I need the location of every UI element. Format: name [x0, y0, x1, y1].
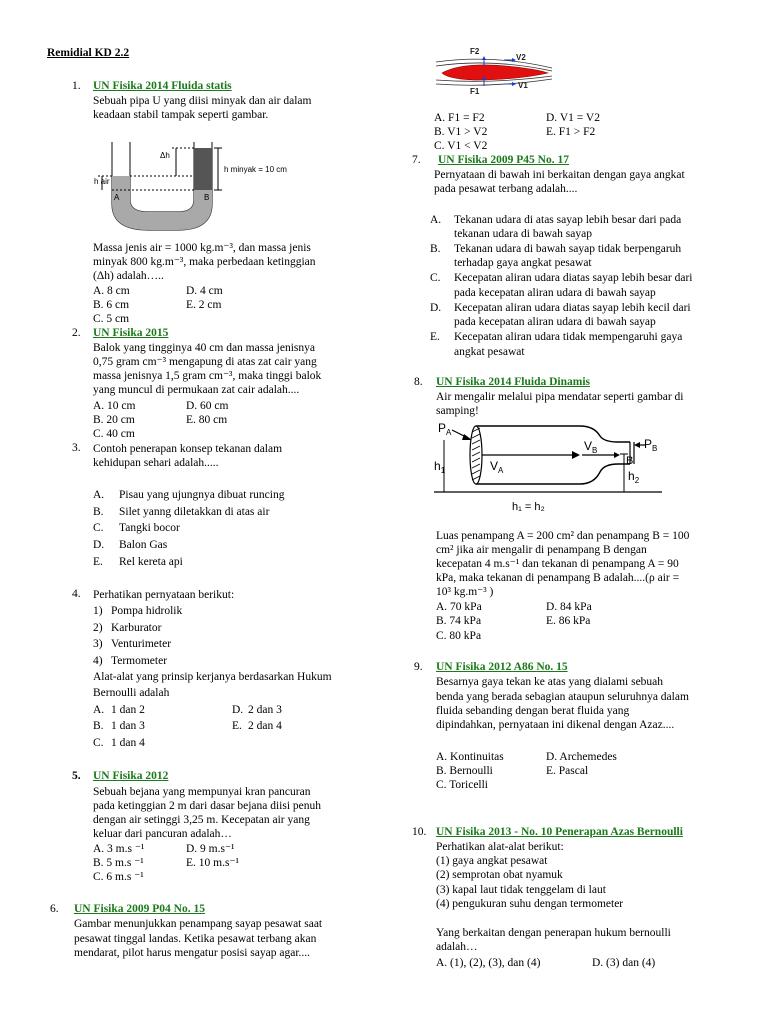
option: E. F1 > F2 — [546, 126, 596, 138]
question-text: yang muncul di permukaan zat cair adalah.... — [93, 384, 300, 396]
option: A. 8 cm — [93, 285, 130, 297]
question-text: Sebuah bejana yang mempunyai kran pancuran — [93, 786, 311, 798]
option: pada kecepatan aliran udara di bawah sayap — [454, 316, 656, 328]
option: tekanan udara di bawah sayap — [454, 228, 592, 240]
option: B. V1 > V2 — [434, 126, 488, 138]
question-text: minyak 800 kg.m⁻³, maka perbedaan ketinggian — [93, 256, 316, 268]
option: Kecepatan aliran udara diatas sayap lebih kecil dari — [454, 302, 691, 314]
option: Tekanan udara di atas sayap lebih besar dari pada — [454, 214, 682, 226]
option-letter: A. — [93, 704, 105, 716]
option: E. 2 cm — [186, 299, 222, 311]
option: D. 4 cm — [186, 285, 223, 297]
question-text: Balok yang tingginya 40 cm dan massa jenisnya — [93, 342, 315, 354]
question-text: dengan air setinggi 3,25 m. Kecepatan air yang — [93, 814, 310, 826]
question-text: keluar dari pancuran adalah… — [93, 828, 232, 840]
option: C. 6 m.s ⁻¹ — [93, 871, 144, 883]
option-letter: D. — [93, 539, 105, 551]
question-title: UN Fisika 2014 Fluida Dinamis — [436, 376, 590, 388]
question-text: 10³ kg.m⁻³ ) — [436, 586, 494, 598]
option: A. F1 = F2 — [434, 112, 485, 124]
option: D. 9 m.s⁻¹ — [186, 843, 235, 855]
question-text: Yang berkaitan dengan penerapan hukum bernoulli — [436, 927, 671, 939]
option-letter: D. — [232, 704, 244, 716]
option: terhadap gaya angkat pesawat — [454, 257, 592, 269]
option-letter: E. — [232, 720, 242, 732]
question-text: Massa jenis air = 1000 kg.m⁻³, dan massa jenis — [93, 242, 311, 254]
question-text: pada ketinggian 2 m dari dasar bejana diisi penuh — [93, 800, 322, 812]
pipe-figure — [432, 418, 672, 518]
va-label: $V_A$ — [490, 459, 504, 475]
question-text: Besarnya gaya tekan ke atas yang dialami sebuah — [436, 676, 664, 688]
item: Pompa hidrolik — [111, 605, 183, 617]
question-text: Gambar menunjukkan penampang sayap pesawat saat — [74, 918, 323, 930]
question-number: 2. — [72, 327, 81, 339]
question-text: cm² jika air mengalir di penampang B dengan — [436, 544, 647, 556]
option: 2 dan 3 — [248, 704, 282, 716]
h2-label: $h_2$ — [628, 469, 640, 485]
wing-figure — [432, 46, 560, 96]
option: 2 dan 4 — [248, 720, 282, 732]
question-text: keadaan stabil tampak seperti gambar. — [93, 109, 269, 121]
option: B. 5 m.s ⁻¹ — [93, 857, 144, 869]
option: 1 dan 4 — [111, 737, 145, 749]
option: pada kecepatan aliran udara di bawah sayap — [454, 287, 656, 299]
option: Balon Gas — [119, 539, 168, 551]
question-number: 10. — [412, 826, 427, 838]
option: B. 6 cm — [93, 299, 130, 311]
option: C. Toricelli — [436, 779, 489, 791]
question-title: UN Fisika 2014 Fluida statis — [93, 80, 232, 92]
question-title: UN Fisika 2009 P45 No. 17 — [438, 154, 569, 166]
option: angkat pesawat — [454, 346, 525, 358]
option: Tangki bocor — [119, 522, 180, 534]
option: A. (1), (2), (3), dan (4) — [436, 957, 541, 969]
item: (3) kapal laut tidak tenggelam di laut — [436, 884, 606, 896]
item-number: 4) — [93, 655, 103, 667]
point-a-label: A — [114, 193, 120, 202]
question-text: samping! — [436, 405, 479, 417]
option: Kecepatan aliran udara diatas sayap lebih besar dari — [454, 272, 693, 284]
b-label: B — [626, 455, 634, 467]
v1-label: V1 — [518, 81, 528, 90]
option: A. 3 m.s ⁻¹ — [93, 843, 145, 855]
question-text: benda yang berada sebagian ataupun seluruhnya dalam — [436, 691, 689, 703]
item-number: 2) — [93, 622, 103, 634]
question-text: Contoh penerapan konsep tekanan dalam — [93, 443, 283, 455]
item: Karburator — [111, 622, 162, 634]
question-text: Air mengalir melalui pipa mendatar seperti gambar di — [436, 391, 684, 403]
question-number: 4. — [72, 588, 81, 600]
option: C. 80 kPa — [436, 630, 482, 642]
question-number: 8. — [414, 376, 423, 388]
f2-label: F2 — [470, 47, 480, 56]
option-letter: A. — [430, 214, 442, 226]
question-number: 3. — [72, 442, 81, 454]
option: E. 86 kPa — [546, 615, 591, 627]
f1-label: F1 — [470, 87, 480, 96]
question-text: Perhatikan pernyataan berikut: — [93, 589, 235, 601]
option: Tekanan udara di bawah sayap tidak berpengaruh — [454, 243, 682, 255]
option: D. 60 cm — [186, 400, 229, 412]
option: E. Pascal — [546, 765, 589, 777]
option: D. V1 = V2 — [546, 112, 600, 124]
option: A. 70 kPa — [436, 601, 482, 613]
item: (1) gaya angkat pesawat — [436, 855, 548, 867]
vb-label: $V_B$ — [584, 439, 598, 455]
option-letter: C. — [93, 737, 104, 749]
option: E. 10 m.s⁻¹ — [186, 857, 239, 869]
question-number: 7. — [412, 154, 421, 166]
question-text: kecepatan 4 m.s⁻¹ dan tekanan di penampang A = 90 — [436, 558, 679, 570]
option-letter: B. — [93, 506, 104, 518]
question-text: Sebuah pipa U yang diisi minyak dan air dalam — [93, 95, 312, 107]
question-text: Luas penampang A = 200 cm² dan penampang B = 100 — [436, 530, 690, 542]
question-text: (Δh) adalah….. — [93, 270, 164, 282]
question-number: 1. — [72, 80, 81, 92]
question-text: kPa, maka tekanan di penampang B adalah....(ρ air = — [436, 572, 680, 584]
v2-label: V2 — [516, 53, 526, 62]
delta-h-label: Δh — [160, 151, 170, 160]
option: E. 80 cm — [186, 414, 228, 426]
h1-label: $h_1$ — [434, 459, 446, 475]
option-letter: B. — [430, 243, 441, 255]
u-tube-figure — [92, 134, 292, 234]
pb-label: $P_B$ — [644, 437, 658, 453]
question-text: Perhatikan alat-alat berikut: — [436, 841, 564, 853]
question-title: UN Fisika 2012 A86 No. 15 — [436, 661, 568, 673]
option: 1 dan 3 — [111, 720, 145, 732]
option: Silet yanng diletakkan di atas air — [119, 506, 270, 518]
option: Pisau yang ujungnya dibuat runcing — [119, 489, 285, 501]
question-text: Alat-alat yang prinsip kerjanya berdasarkan Hukum — [93, 671, 332, 683]
option: C. V1 < V2 — [434, 140, 488, 152]
option: D. (3) dan (4) — [592, 957, 656, 969]
question-title: UN Fisika 2013 - No. 10 Penerapan Azas Bernoulli — [436, 826, 683, 838]
pa-label: $P_A$ — [438, 421, 452, 437]
question-text: adalah… — [436, 941, 478, 953]
question-title: UN Fisika 2009 P04 No. 15 — [74, 903, 205, 915]
option: B. Bernoulli — [436, 765, 493, 777]
question-number: 5. — [72, 770, 81, 782]
option-letter: E. — [93, 556, 103, 568]
item: Termometer — [111, 655, 168, 667]
option-letter: C. — [430, 272, 441, 284]
question-number: 6. — [50, 903, 59, 915]
question-text: fluida sebanding dengan berat fluida yang — [436, 705, 630, 717]
h-minyak-label: h minyak = 10 cm — [224, 165, 287, 174]
option: B. 20 cm — [93, 414, 135, 426]
question-text: pesawat tinggal landas. Ketika pesawat terbang akan — [74, 933, 317, 945]
question-text: Pernyataan di bawah ini berkaitan dengan gaya angkat — [434, 169, 685, 181]
question-title: UN Fisika 2012 — [93, 770, 169, 782]
option: Rel kereta api — [119, 556, 183, 568]
page-header: Remidial KD 2.2 — [47, 47, 130, 59]
option: A. 10 cm — [93, 400, 136, 412]
option: A. Kontinuitas — [436, 751, 504, 763]
option-letter: A. — [93, 489, 105, 501]
question-text: kehidupan sehari adalah..... — [93, 457, 219, 469]
question-title: UN Fisika 2015 — [93, 327, 169, 339]
option: D. Archemedes — [546, 751, 617, 763]
point-b-label: B — [204, 193, 210, 202]
question-text: massa jenisnya 1,5 gram cm⁻³, maka tinggi balok — [93, 370, 322, 382]
item: (4) pengukuran suhu dengan termometer — [436, 898, 624, 910]
question-text: dipindahkan, pernyataan ini dikenal dengan Azaz.... — [436, 719, 675, 731]
option: B. 74 kPa — [436, 615, 482, 627]
item-number: 1) — [93, 605, 103, 617]
option-letter: B. — [93, 720, 104, 732]
h-equal-label: h₁ = h₂ — [512, 501, 545, 513]
item-number: 3) — [93, 638, 103, 650]
question-text: mendarat, pilot harus mengatur posisi sayap agar.... — [74, 947, 311, 959]
question-text: pada pesawat terbang adalah.... — [434, 183, 578, 195]
option: Kecepatan aliran udara tidak mempengaruhi gaya — [454, 331, 683, 343]
option: C. 40 cm — [93, 428, 135, 440]
h-air-label: h air — [94, 177, 110, 186]
option-letter: E. — [430, 331, 440, 343]
option-letter: D. — [430, 302, 442, 314]
question-text: 0,75 gram cm⁻³ mengapung di atas zat cair yang — [93, 356, 317, 368]
question-number: 9. — [414, 661, 423, 673]
option-letter: C. — [93, 522, 104, 534]
option: 1 dan 2 — [111, 704, 145, 716]
option: D. 84 kPa — [546, 601, 592, 613]
option: C. 5 cm — [93, 313, 130, 325]
item: Venturimeter — [111, 638, 172, 650]
question-text: Bernoulli adalah — [93, 687, 170, 699]
item: (2) semprotan obat nyamuk — [436, 869, 563, 881]
